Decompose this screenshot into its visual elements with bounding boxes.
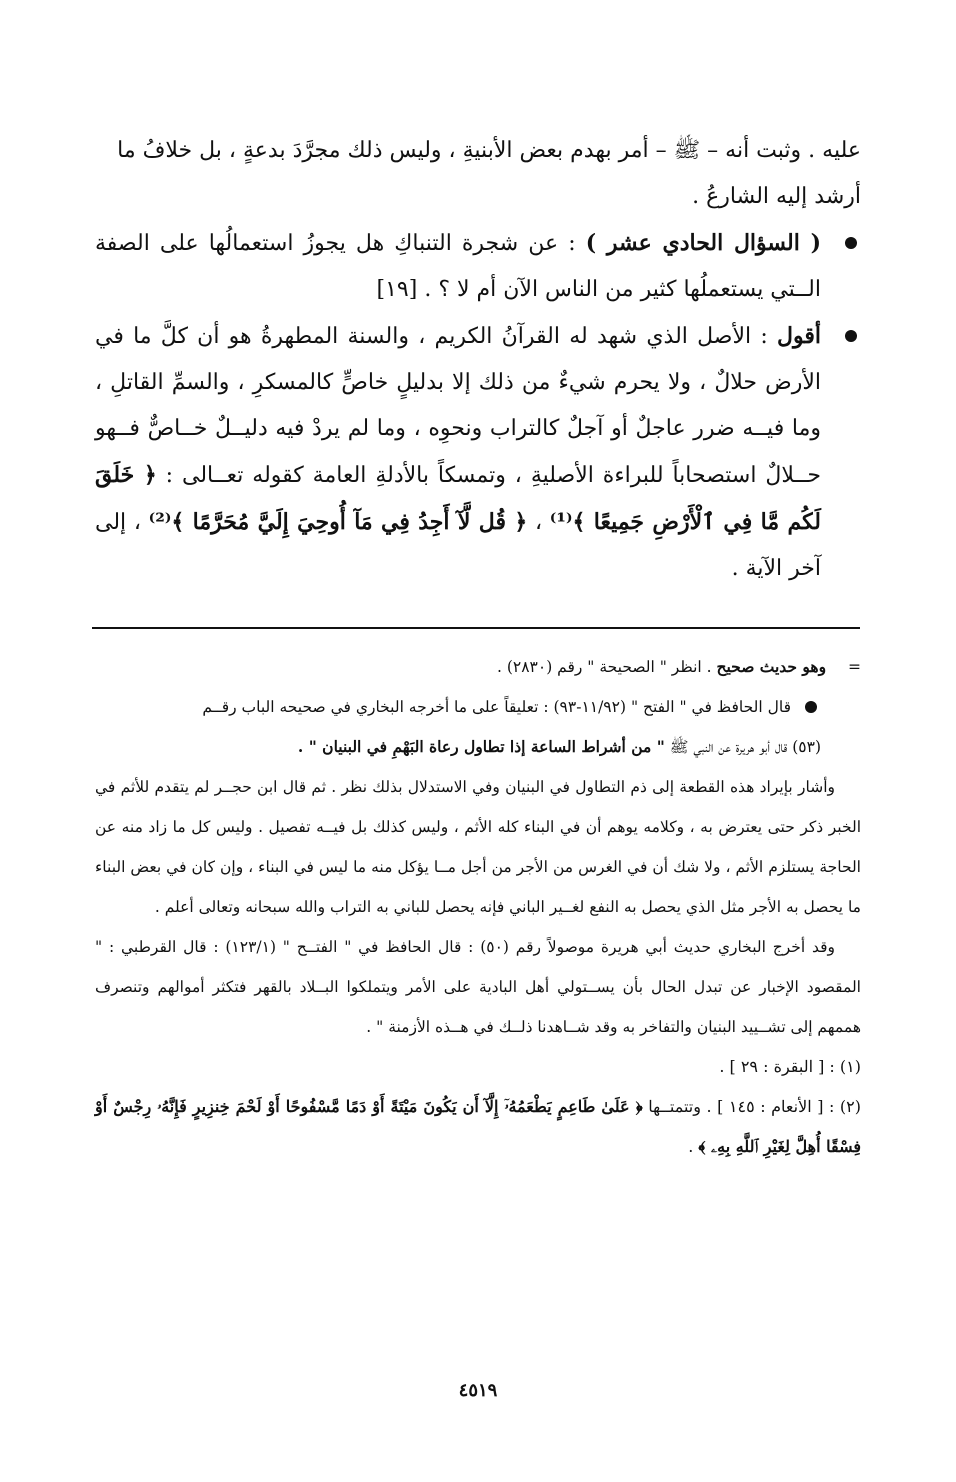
footnote-divider — [92, 627, 860, 629]
note-bullet — [95, 687, 861, 767]
quran-verse-1: ﴿ خَلَقَ لَكُم مَّا فِي ٱلْأَرْضِ جَمِيعًا ﴾⁽¹⁾ — [95, 462, 821, 535]
footnote-2 — [95, 1087, 861, 1167]
intro-paragraph — [95, 128, 861, 220]
answer-paragraph — [95, 313, 861, 592]
main-text — [95, 128, 861, 592]
quran-verse-2: ﴿ قُل لَّآ أَجِدُ فِي مَآ أُوحِيَ إِلَيَّ مُحَرَّمًا ﴾⁽²⁾ — [148, 509, 528, 535]
note-paragraph-2: وقد أخرج البخاري حديث أبي هريرة موصولاً رقم (٥٠) : قال الحافظ في " الفتــح " (١٢٣/١) : قال القرطبي : " المقصود الإخبار عن تبدل الحال بأن يســتولي أهل البادية على الأمر ويتملكوا البــلاد بالقهر فتكثر أموالهم وتنصرف هممهم إلى تشــييد البنيان والتفاخر به وقد شــاهدنا ذلــك في هــذه الأزمنة " . — [95, 938, 861, 1036]
note-line-1: قال الحافظ في " الفتح " (١١/٩٢-٩٣) : تعليقاً على ما أخرجه البخاري في صحيحه الباب رقــم — [202, 698, 791, 716]
note-bold-text: وهو حديث صحيح — [716, 657, 827, 676]
bullet-icon — [805, 701, 817, 713]
answer-title: أقول — [777, 323, 821, 349]
hadith-quote: " من أشراط الساعة إذا تطاول رعاة البَهْمِ في البنيان " . — [297, 737, 665, 756]
question-text: : عن شجرة التنباكِ هل يجوزُ استعمالُها على الصفة الــتي يستعملُها كثير من الناس الآن أم لا ؟ . [١٩] — [95, 231, 821, 302]
intro-line-2: أرشد إليه الشارعُ . — [692, 184, 861, 209]
note-text: . انظر " الصحيحة " رقم (٢٨٣٠) . — [496, 658, 712, 676]
continuation-marker: = — [848, 658, 861, 676]
footnote-2-verse: ﴿ عَلَىٰ طَاعِمٍ يَطْعَمُهُۥٓ إِلَّآ أَن يَكُونَ مَيْتَةً أَوْ دَمًا مَّسْفُوحًا أَوْ لَحْمَ خِنزِيرٍ فَإِنَّهُۥ رِجْسٌ أَوْ فِسْقًا أُهِلَّ لِغَيْرِ ٱللَّهِ بِهِۦ ﴾ — [95, 1097, 861, 1156]
footnotes — [95, 647, 861, 1167]
footnote-2-end: . — [688, 1137, 694, 1156]
footnote-1: (١) : [ البقرة : ٢٩ ] . — [719, 1057, 861, 1076]
answer-text: : الأصل الذي شهد له القرآنُ الكريم ، والسنة المطهرةُ هو أن كلَّ ما في الأرض حلالٌ ، ولا يحرم شيءٌ من ذلك إلا بدليلٍ خاصٍّ كالمسكرِ ، والسمِّ القاتلِ ، وما فيــه ضرر عاجلٌ أو آجلٌ كالتراب ونحوِه ، وما لم يردْ فيه دليــلٌ خــاصٌّ فــهو حــلالٌ استصحاباً للبراءة الأصليةِ ، وتمسكاً بالأدلةِ العامة كقوله تعــالى : — [95, 324, 821, 488]
intro-line-1: عليه . وثبت أنه – ﷺ – أمر بهدم بعض الأبنيةِ ، وليس ذلك مجرَّدَ بدعةٍ ، بل خلافُ ما — [117, 138, 861, 163]
verse-separator: ، — [534, 510, 543, 535]
note-line-2: (٥٣) قال أبو هريرة عن النبي ﷺ — [669, 738, 821, 756]
note-paragraph-1: وأشار بإيراد هذه القطعة إلى ذم التطاول في البنيان وفي الاستدلال بذلك نظر . ثم قال ابن حجــر لم يتقدم للأثم في الخبر ذكر حتى يعترض به ، وكلامه يوهم أن في البناء كله الأثم ، وليس كذلك بل فيــه تفصيل . وليس كل ما زاد منه عن الحاجة يستلزم الأثم ، ولا شك أن في الغرس من الأجر من أجل مــا يؤكل منه ما ليس في البناء ، وإن كان في بعض البناء ما يحصل به الأجر مثل الذي يحصل به النفع لغــير الباني فإنه يحصل للباني به التراب والله سبحانه وتعالى أعلم . — [95, 778, 861, 916]
footnote-2-ref: (٢) : [ الأنعام : ١٤٥ ] . وتتمتــها — [648, 1097, 861, 1116]
question-paragraph — [95, 220, 861, 313]
page-number: ٤٥١٩ — [458, 1380, 498, 1401]
question-title: ( السؤال الحادي عشر ) — [585, 230, 821, 256]
answer-ending: ، إلى آخر الآية . — [95, 510, 821, 581]
bullet-icon — [845, 330, 857, 342]
note-continuation — [95, 647, 861, 687]
bullet-icon — [845, 237, 857, 249]
